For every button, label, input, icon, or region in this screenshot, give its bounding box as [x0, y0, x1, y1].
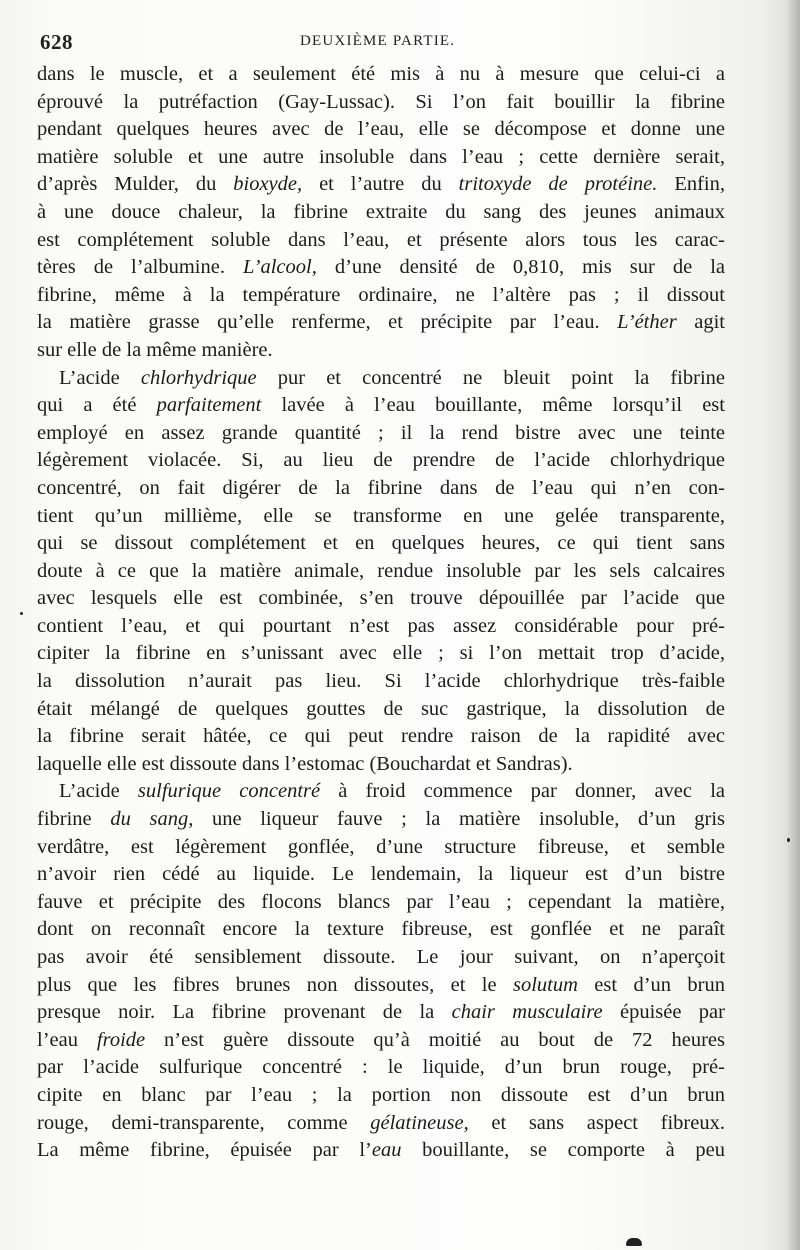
italic-run: froide	[96, 1028, 146, 1051]
text-line	[37, 834, 725, 862]
text-line	[37, 972, 725, 1000]
text-line	[37, 503, 725, 531]
italic-run: L’éther	[617, 311, 677, 334]
ink-spot	[787, 838, 790, 842]
text-run: d’après Mulder, du	[37, 173, 234, 196]
text-run: éprouvé la putréfaction (Gay-Lussac). Si l’on fait bouillir la fibrine	[37, 90, 725, 113]
text-run: presque noir. La fibrine provenant de la	[37, 1001, 452, 1024]
text-run: n’avoir rien cédé au liquide. Le lendemain, la liqueur est d’un bistre	[37, 863, 725, 886]
text-run: lavée à l’eau bouillante, même lorsqu’il est	[261, 394, 725, 417]
text-run: à froid commence par donner, avec la	[320, 780, 725, 803]
text-run: Enfin,	[657, 173, 725, 196]
text-run: à une douce chaleur, la fibrine extraite du sang des jeunes animaux	[37, 200, 725, 223]
italic-run: chair musculaire	[451, 1001, 603, 1024]
text-line	[37, 696, 725, 724]
text-run: d’une densité de 0,810, mis sur de la	[316, 256, 725, 279]
text-line	[37, 613, 725, 641]
text-line	[37, 530, 725, 558]
text-run: pas avoir été sensiblement dissoute. Le jour suivant, on n’aperçoit	[37, 946, 725, 968]
text-line	[37, 1137, 725, 1165]
text-line	[37, 861, 725, 889]
text-run: sur elle de la même manière.	[37, 338, 273, 361]
italic-run: L’alcool,	[242, 256, 317, 279]
page-header	[40, 30, 740, 58]
italic-run: solutum	[512, 973, 578, 996]
text-line	[37, 227, 725, 255]
text-run: est d’un brun	[577, 973, 725, 996]
text-line	[37, 668, 725, 696]
text-line	[37, 171, 725, 199]
text-run: une liqueur fauve ; la matière insoluble, d’un gris	[193, 808, 725, 831]
italic-run: bioxyde,	[233, 173, 303, 196]
text-run: épuisée par	[602, 1001, 725, 1024]
body-text	[37, 61, 725, 1165]
italic-run: parfaitement	[156, 394, 262, 417]
text-run: pur et concentré ne bleuit point la fibrine	[256, 366, 725, 389]
text-run: concentré, on fait digérer de la fibrine dans de l’eau qui n’en con-	[37, 476, 725, 499]
text-run: la matière grasse qu’elle renferme, et précipite par l’eau.	[37, 311, 618, 334]
text-run: fibrine, même à la température ordinaire, ne l’altère pas ; il dissout	[37, 283, 725, 306]
text-run: et sans aspect fibreux.	[468, 1111, 725, 1134]
text-line	[37, 282, 725, 310]
text-run: qui se dissout complétement et en quelques heures, ce qui tient sans	[37, 532, 725, 555]
text-run: avec lesquels elle est combinée, s’en trouve dépouillée par l’acide que	[37, 587, 725, 610]
page-number: 628	[40, 30, 73, 54]
text-run: dans le muscle, et a seulement été mis à nu à mesure que celui-ci a	[37, 63, 725, 85]
text-run: n’est guère dissoute qu’à moitié au bout de 72 heures	[145, 1028, 725, 1051]
text-run: laquelle elle est dissoute dans l’estomac (Bouchardat et Sandras).	[37, 752, 573, 775]
text-line	[37, 61, 725, 89]
text-run: cipiter la fibrine en s’unissant avec elle ; si l’on mettait trop d’acide,	[37, 642, 725, 665]
text-run: par l’acide sulfurique concentré : le liquide, d’un brun rouge, pré-	[37, 1056, 725, 1079]
text-line	[37, 337, 725, 365]
ink-spot	[626, 1238, 642, 1246]
italic-run: du sang,	[110, 808, 194, 831]
italic-run: eau	[371, 1139, 402, 1162]
text-line	[37, 999, 725, 1027]
italic-run: sulfurique concentré	[137, 780, 321, 803]
text-run: fauve et précipite des flocons blancs par l’eau ; cependant la matière,	[37, 890, 725, 913]
text-line	[37, 889, 725, 917]
text-run: pendant quelques heures avec de l’eau, elle se décompose et donne une	[37, 118, 725, 141]
text-run: la fibrine serait hâtée, ce qui peut rendre raison de la rapidité avec	[37, 725, 725, 748]
text-run: employé en assez grande quantité ; il la rend bistre avec une teinte	[37, 421, 725, 444]
text-run: l’eau	[37, 1028, 97, 1051]
text-line	[37, 420, 725, 448]
text-line	[37, 309, 725, 337]
text-run: cipite en blanc par l’eau ; la portion non dissoute est d’un brun	[37, 1083, 725, 1106]
text-line	[37, 475, 725, 503]
text-line	[37, 1054, 725, 1082]
text-line	[37, 916, 725, 944]
text-run: et l’autre du	[302, 173, 459, 196]
text-line	[37, 447, 725, 475]
text-line	[37, 1110, 725, 1138]
ink-spot	[20, 612, 23, 615]
text-run: était mélangé de quelques gouttes de suc gastrique, la dissolution de	[37, 697, 725, 720]
text-line	[37, 392, 725, 420]
text-run: rouge, demi-transparente, comme	[37, 1111, 371, 1134]
text-run: tient qu’un millième, elle se transforme en une gelée transparente,	[37, 504, 725, 527]
text-run: L’acide	[59, 366, 141, 389]
text-run: verdâtre, est légèrement gonflée, d’une structure fibreuse, et semble	[37, 835, 725, 858]
text-line	[37, 558, 725, 586]
text-line	[37, 944, 725, 972]
text-line	[37, 89, 725, 117]
italic-run: tritoxyde de protéine.	[458, 173, 658, 196]
page-edge-shadow	[786, 0, 800, 1250]
text-run: la dissolution n’aurait pas lieu. Si l’acide chlorhydrique très-faible	[37, 670, 725, 693]
text-run: La même fibrine, épuisée par l’	[37, 1139, 372, 1162]
text-run: qui a été	[37, 394, 157, 417]
text-line	[37, 806, 725, 834]
italic-run: chlorhydrique	[140, 366, 257, 389]
text-run: bouillante, se comporte à peu	[401, 1139, 725, 1162]
text-line	[37, 199, 725, 227]
text-run: plus que les fibres brunes non dissoutes, et le	[37, 973, 513, 996]
text-line	[37, 254, 725, 282]
text-line	[37, 144, 725, 172]
text-run: tères de l’albumine.	[37, 256, 243, 279]
text-line	[37, 723, 725, 751]
text-line	[37, 585, 725, 613]
text-run: est complétement soluble dans l’eau, et présente alors tous les carac-	[37, 228, 725, 251]
text-line	[37, 365, 725, 393]
text-line	[37, 751, 725, 779]
text-run: matière soluble et une autre insoluble dans l’eau ; cette dernière serait,	[37, 145, 725, 168]
text-line	[37, 778, 725, 806]
text-run: doute à ce que la matière animale, rendue insoluble par les sels calcaires	[37, 559, 725, 582]
text-run: contient l’eau, et qui pourtant n’est pas assez considérable pour pré-	[37, 614, 725, 637]
italic-run: gélatineuse,	[370, 1111, 469, 1134]
text-run: dont on reconnaît encore la texture fibreuse, est gonflée et ne paraît	[37, 918, 725, 941]
text-run: fibrine	[37, 808, 111, 831]
text-run: L’acide	[59, 780, 138, 803]
running-head: DEUXIÈME PARTIE.	[300, 33, 456, 49]
text-run: agit	[676, 311, 725, 334]
text-line	[37, 116, 725, 144]
text-run: légèrement violacée. Si, au lieu de prendre de l’acide chlorhydrique	[37, 449, 725, 472]
text-line	[37, 1027, 725, 1055]
text-line	[37, 1082, 725, 1110]
text-line	[37, 640, 725, 668]
